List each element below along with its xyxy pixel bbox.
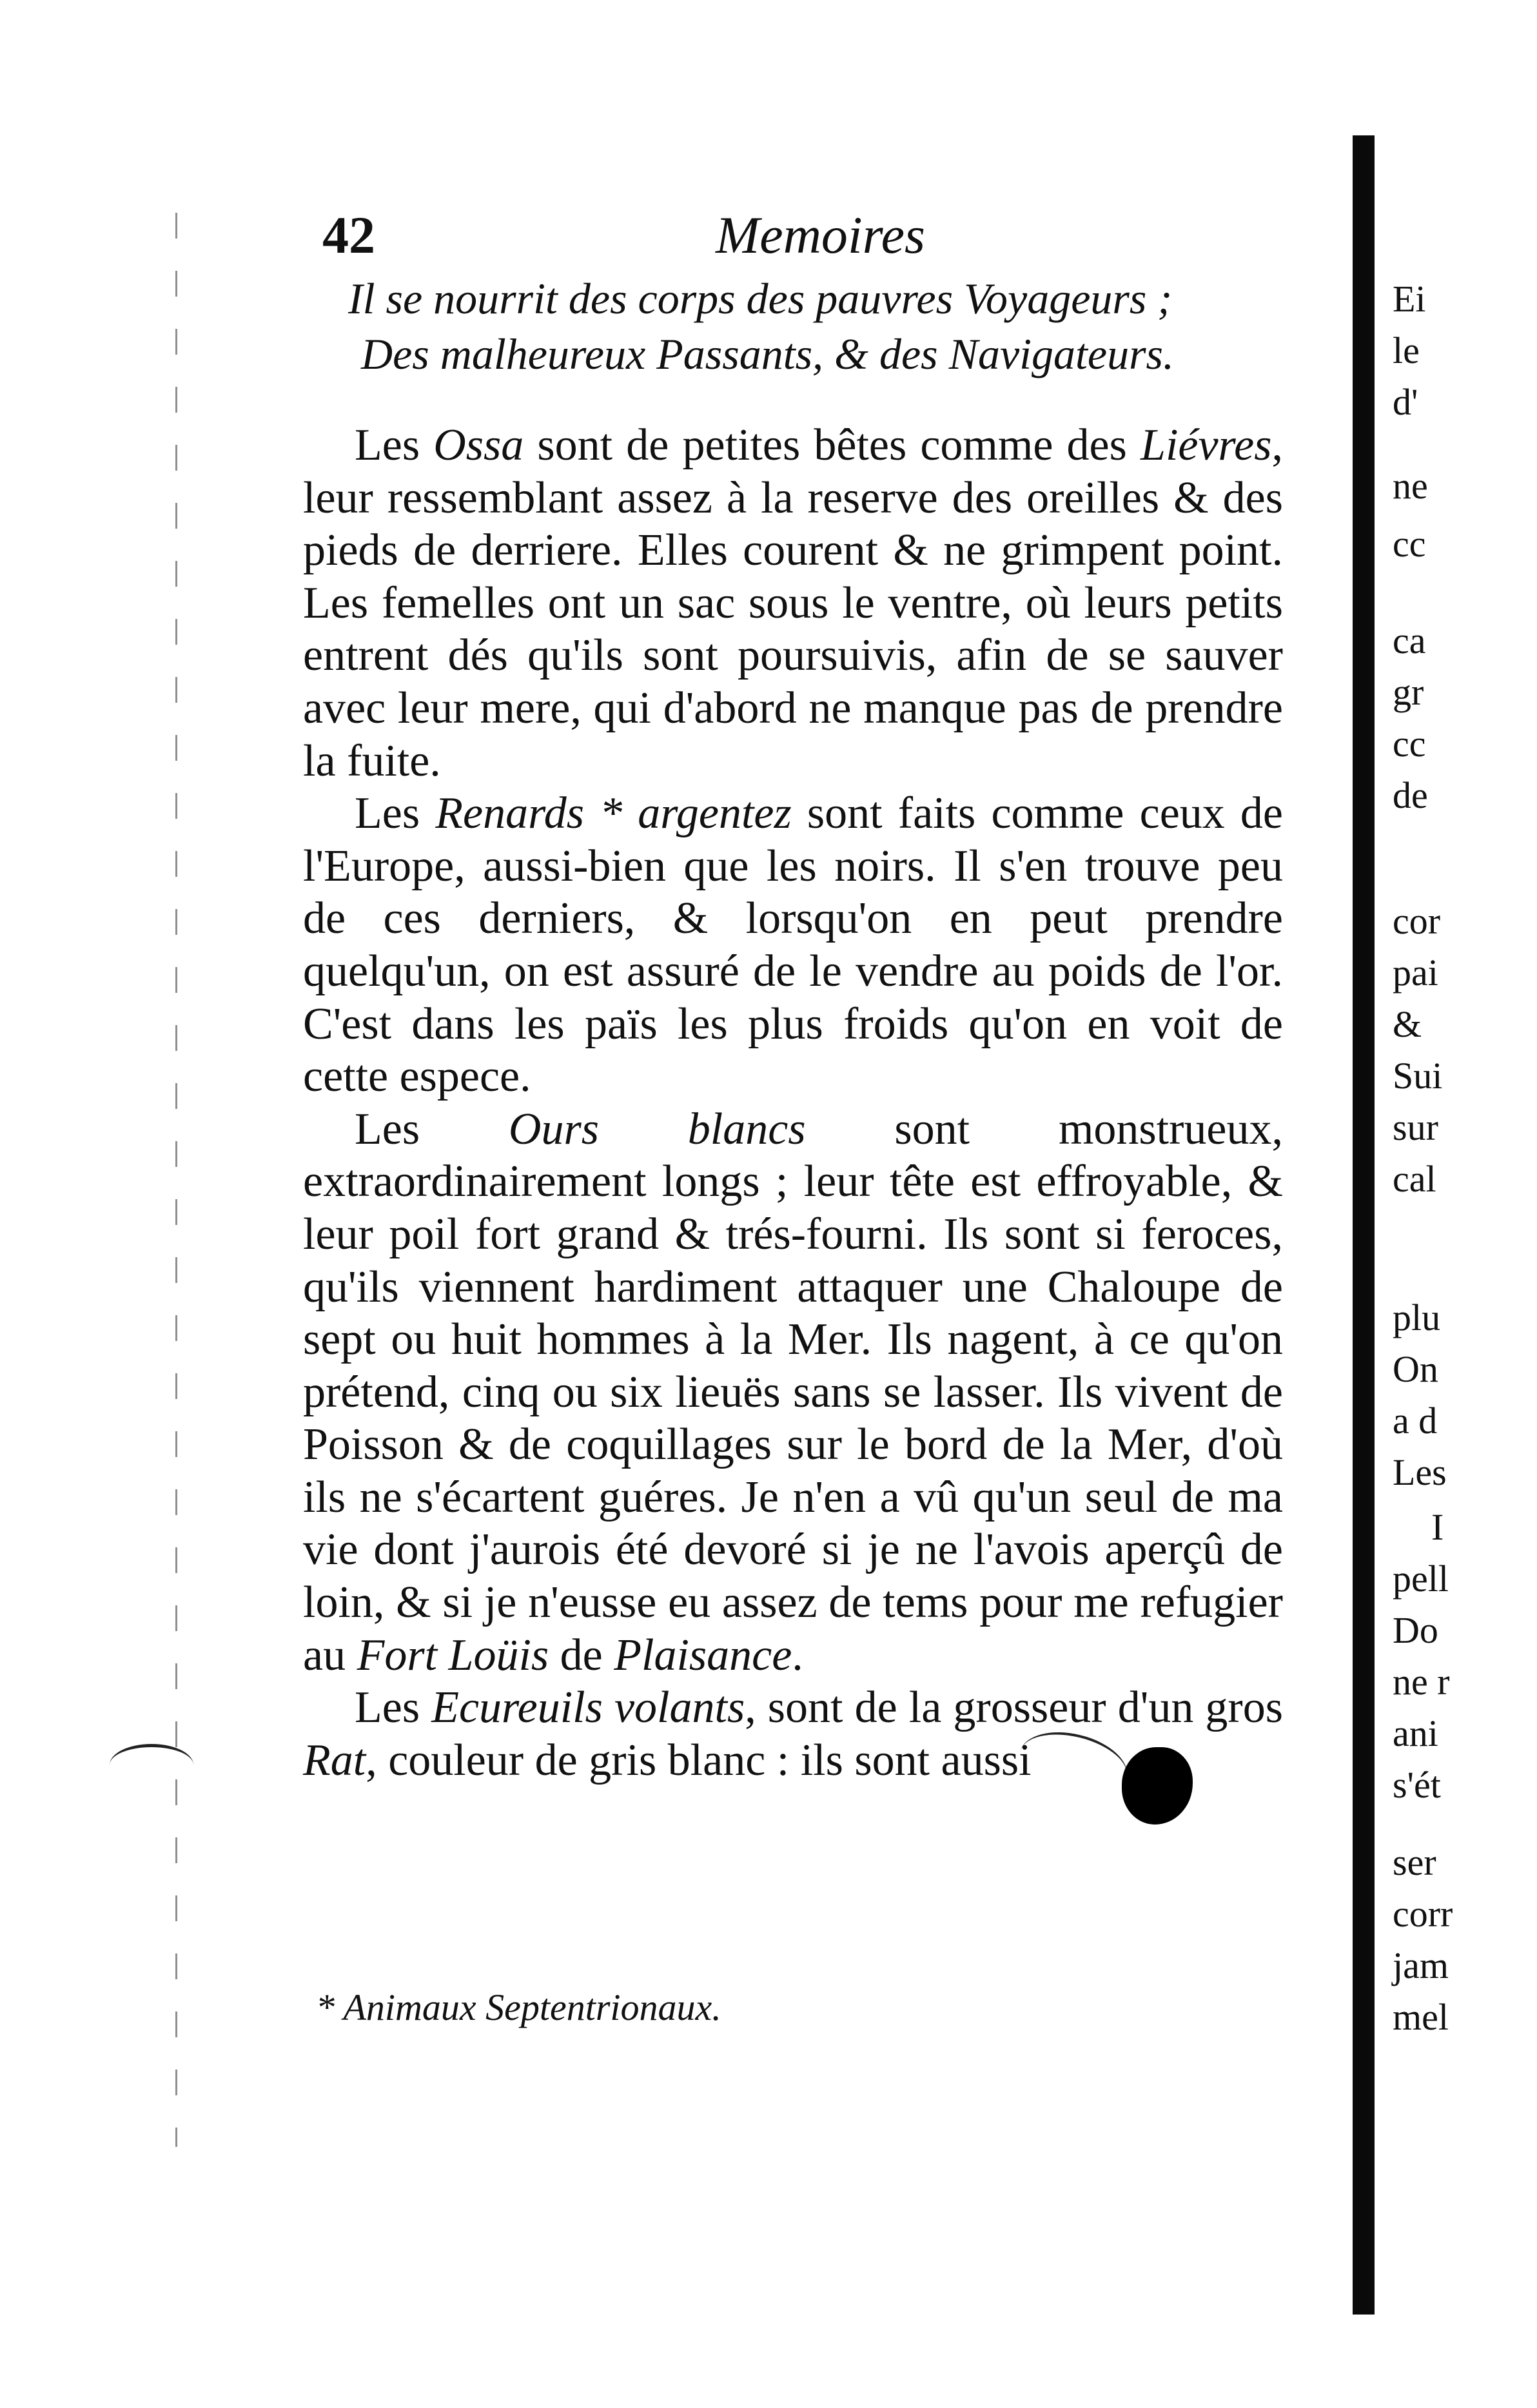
facing-fragment: ani: [1393, 1712, 1438, 1754]
paragraph-renards: Les Renards * argentez sont faits comme ceux de l'Europe, aussi-bien que les noirs. Il s'en trouve peu de ces derniers, & lorsqu'on en peut prendre quelqu'un, on est assuré de le vendre au poids de l'or. C'est dans les païs les plus froids qu'on en voit de cette espece.: [303, 788, 1284, 1102]
term-fort: Fort Loüis: [357, 1630, 549, 1680]
facing-fragment: Do: [1393, 1609, 1438, 1651]
verse-quote: [348, 271, 1302, 382]
verse-line-2: Des malheureux Passants, & des Navigateurs.: [361, 329, 1175, 378]
term-ecureuils: Ecureuils volants: [431, 1683, 745, 1733]
facing-fragment: On: [1393, 1348, 1438, 1390]
facing-fragment: cc: [1393, 723, 1426, 765]
facing-fragment: le: [1393, 329, 1420, 371]
facing-fragment: mel: [1393, 1996, 1449, 2038]
facing-fragment: jam: [1393, 1944, 1449, 1986]
term-rat: Rat: [303, 1735, 366, 1785]
margin-ink-mark: [110, 1744, 193, 1786]
term-ours: Ours blancs: [508, 1104, 806, 1154]
facing-fragment: sur: [1393, 1106, 1438, 1148]
page-edge-shadow: [175, 213, 177, 2147]
facing-fragment: Sui: [1393, 1055, 1443, 1097]
facing-fragment: cor: [1393, 900, 1441, 942]
facing-fragment: I: [1431, 1506, 1444, 1548]
footnote: * Animaux Septentrionaux.: [316, 1986, 721, 2028]
paragraph-ecureuils: Les Ecureuils volants, sont de la grosseur d'un gros Rat, couleur de gris blanc : ils sont aussi: [303, 1683, 1283, 1785]
facing-fragment: cal: [1393, 1158, 1436, 1200]
facing-fragment: Ei: [1393, 278, 1426, 320]
facing-fragment: pai: [1393, 952, 1438, 994]
running-title: Memoires: [716, 206, 925, 264]
term-lievres: Liévres: [1141, 420, 1272, 470]
facing-fragment: ca: [1393, 620, 1426, 661]
body-text: [303, 419, 1283, 1786]
term-renards: Renards * argentez: [435, 788, 792, 839]
facing-fragment: de: [1393, 774, 1428, 816]
page-number: 42: [322, 206, 375, 264]
facing-fragment: ne r: [1393, 1661, 1450, 1703]
verse-line-1: Il se nourrit des corps des pauvres Voyageurs ;: [348, 274, 1172, 323]
facing-fragment: d': [1393, 381, 1418, 423]
facing-fragment: cc: [1393, 523, 1426, 565]
paragraph-ours: Les Ours blancs sont monstrueux, extraordinairement longs ; leur tête est effroyable, & leur poil fort grand & trés-fourni. Ils sont si feroces, qu'ils viennent hardiment attaquer une Chaloupe de sept ou huit hommes à la Mer. Ils nagent, à ce qu'on prétend, cinq ou six lieuës sans se lasser. Ils vivent de Poisson & de coquillages sur le bord de la Mer, d'où ils ne s'écartent guéres. Je n'en a vû qu'un seul de ma vie dont j'aurois été devoré si je ne l'avois aperçû de loin, & si je n'eusse eu assez de tems pour me refugier au Fort Loüis de Plaisance.: [303, 1104, 1283, 1680]
facing-fragment: gr: [1393, 671, 1424, 713]
facing-fragment: pell: [1393, 1558, 1449, 1600]
facing-fragment: a d: [1393, 1400, 1438, 1442]
page-header: [322, 205, 1302, 269]
facing-fragment: corr: [1393, 1893, 1453, 1935]
ink-blot: [1122, 1747, 1193, 1825]
facing-fragment: plu: [1393, 1297, 1441, 1338]
paragraph-ossa: Les Ossa sont de petites bêtes comme des Liévres, leur ressemblant assez à la reserve des oreilles & des pieds de derriere. Elles courent & ne grimpent point. Les femelles ont un sac sous le ventre, où leurs petits entrent dés qu'ils sont poursuivis, afin de se sauver avec leur mere, qui d'abord ne manque pas de prendre la fuite.: [303, 420, 1283, 786]
facing-fragment: ne: [1393, 465, 1428, 507]
facing-fragment: s'ét: [1393, 1764, 1441, 1806]
facing-fragment: ser: [1393, 1841, 1436, 1883]
term-ossa: Ossa: [433, 420, 524, 470]
book-gutter: [1353, 135, 1375, 2315]
facing-fragment: Les: [1393, 1451, 1447, 1493]
term-plaisance: Plaisance: [614, 1630, 792, 1680]
facing-fragment: &: [1393, 1003, 1422, 1045]
